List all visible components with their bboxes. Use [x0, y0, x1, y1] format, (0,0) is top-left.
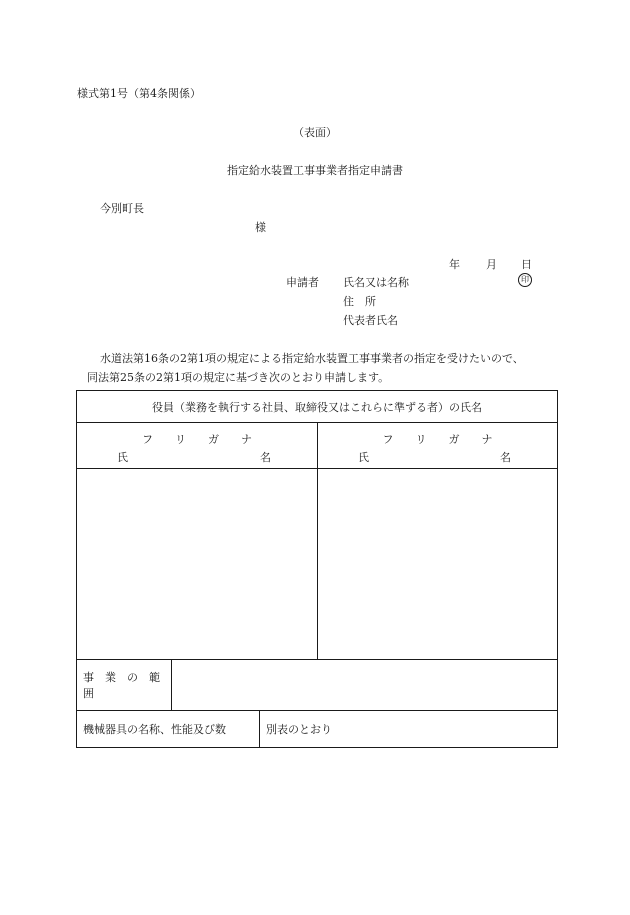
body-text-line1: 水道法第16条の2第1項の規定による指定給水装置工事事業者の指定を受けたいので、 — [100, 352, 524, 365]
given-name-label: 名 — [500, 451, 511, 464]
seal-mark-icon: 印 — [518, 273, 532, 287]
date-year-label: 年 — [449, 258, 460, 271]
officer-name-header-right — [318, 423, 558, 469]
business-scope-label: 事 業 の 範 囲 — [77, 660, 172, 711]
addressee-name: 今別町長 — [100, 202, 144, 215]
officer-names-field-right[interactable] — [318, 469, 558, 660]
date-day-label: 日 — [521, 258, 532, 271]
form-number: 様式第1号（第4条関係） — [77, 87, 201, 100]
given-name-label: 名 — [260, 451, 271, 464]
officer-names-field-left[interactable] — [77, 469, 318, 660]
date-month-label: 月 — [486, 258, 497, 271]
officers-header: 役員（業務を執行する社員、取締役又はこれらに準ずる者）の氏名 — [77, 391, 558, 423]
business-scope-field[interactable] — [172, 660, 558, 711]
addressee-honorific: 様 — [255, 221, 266, 234]
application-table — [76, 390, 558, 748]
surname-label: 氏 — [358, 451, 369, 464]
surname-label: 氏 — [117, 451, 128, 464]
applicant-name-label: 氏名又は名称 — [343, 276, 409, 289]
furigana-label: フ リ ガ ナ — [142, 433, 252, 446]
applicant-address-label: 住 所 — [343, 295, 376, 308]
equipment-label: 機械器具の名称、性能及び数 — [77, 711, 260, 748]
document-title: 指定給水装置工事事業者指定申請書 — [227, 164, 403, 177]
side-label: （表面） — [293, 126, 337, 139]
applicant-label: 申請者 — [286, 276, 319, 289]
applicant-representative-label: 代表者氏名 — [343, 314, 398, 327]
officer-name-header-left — [77, 423, 318, 469]
equipment-value: 別表のとおり — [260, 711, 558, 748]
furigana-label: フ リ ガ ナ — [382, 433, 493, 446]
body-text-line2: 同法第25条の2第1項の規定に基づき次のとおり申請します。 — [87, 371, 390, 384]
